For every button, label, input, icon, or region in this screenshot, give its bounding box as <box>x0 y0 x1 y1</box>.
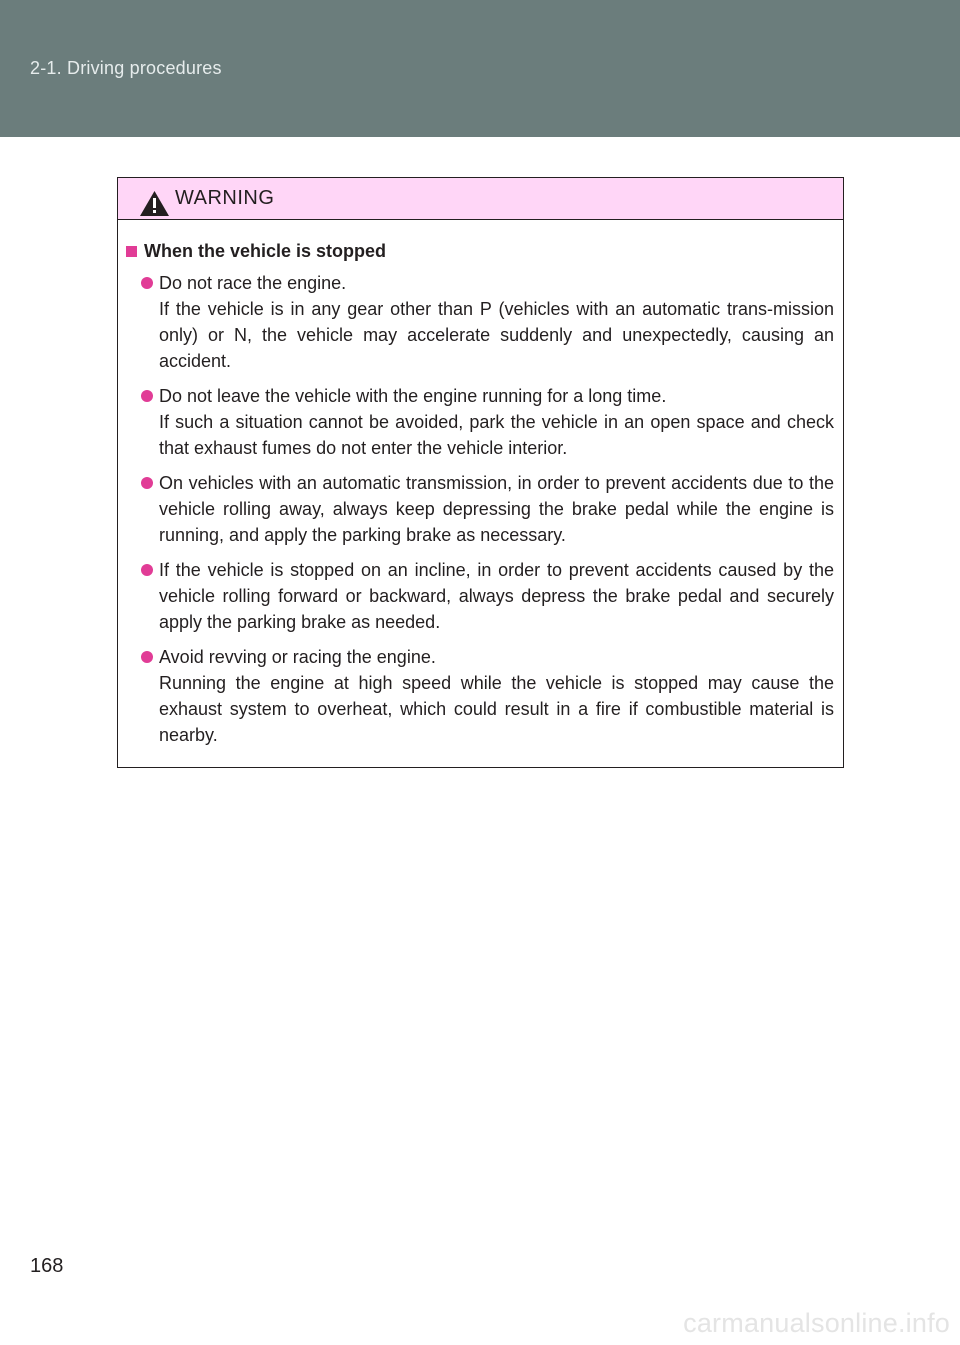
list-item <box>126 270 834 374</box>
list-item <box>126 470 834 548</box>
warning-body <box>118 220 843 748</box>
list-item-detail: If such a situation cannot be avoided, park the vehicle in an open space and check that exhaust fumes do not enter the vehicle interior. <box>159 412 834 458</box>
list-item-text <box>159 644 834 748</box>
circle-bullet-icon <box>141 390 153 402</box>
list-item-text <box>159 557 834 635</box>
list-item-text <box>159 383 834 461</box>
circle-bullet-icon <box>141 564 153 576</box>
square-bullet-icon <box>126 246 137 257</box>
warning-triangle-icon <box>139 190 170 217</box>
circle-bullet-icon <box>141 477 153 489</box>
list-item <box>126 644 834 748</box>
list-item-lead: Avoid revving or racing the engine. <box>159 647 436 667</box>
list-item-detail: Running the engine at high speed while the vehicle is stopped may cause the exhaust system to overheat, which could result in a fire if combustible material is nearby. <box>159 673 834 745</box>
circle-bullet-icon <box>141 651 153 663</box>
warning-subheading <box>126 238 834 264</box>
list-item-text <box>159 270 834 374</box>
warning-title: WARNING <box>175 187 275 209</box>
list-item-lead: On vehicles with an automatic transmission, in order to prevent accidents due to the vehicle rolling away, always keep depressing the brake pedal while the engine is running, and apply the parking brake as necessary. <box>159 473 834 545</box>
list-item <box>126 557 834 635</box>
list-item <box>126 383 834 461</box>
list-item-lead: Do not leave the vehicle with the engine running for a long time. <box>159 386 667 406</box>
list-item-detail: If the vehicle is in any gear other than P (vehicles with an automatic trans-mission only) or N, the vehicle may accelerate suddenly and unexpectedly, causing an accident. <box>159 299 834 371</box>
list-item-lead: If the vehicle is stopped on an incline, in order to prevent accidents caused by the vehicle rolling forward or backward, always depress the brake pedal and securely apply the parking brake as needed. <box>159 560 834 632</box>
subheading-text: When the vehicle is stopped <box>144 241 387 261</box>
watermark: carmanualsonline.info <box>683 1308 950 1338</box>
section-title: 2-1. Driving procedures <box>30 58 222 78</box>
list-item-text <box>159 470 834 548</box>
circle-bullet-icon <box>141 277 153 289</box>
header-band <box>0 0 960 137</box>
warning-box <box>117 177 844 768</box>
page-number: 168 <box>30 1255 64 1277</box>
list-item-lead: Do not race the engine. <box>159 273 347 293</box>
warning-header <box>118 178 843 220</box>
